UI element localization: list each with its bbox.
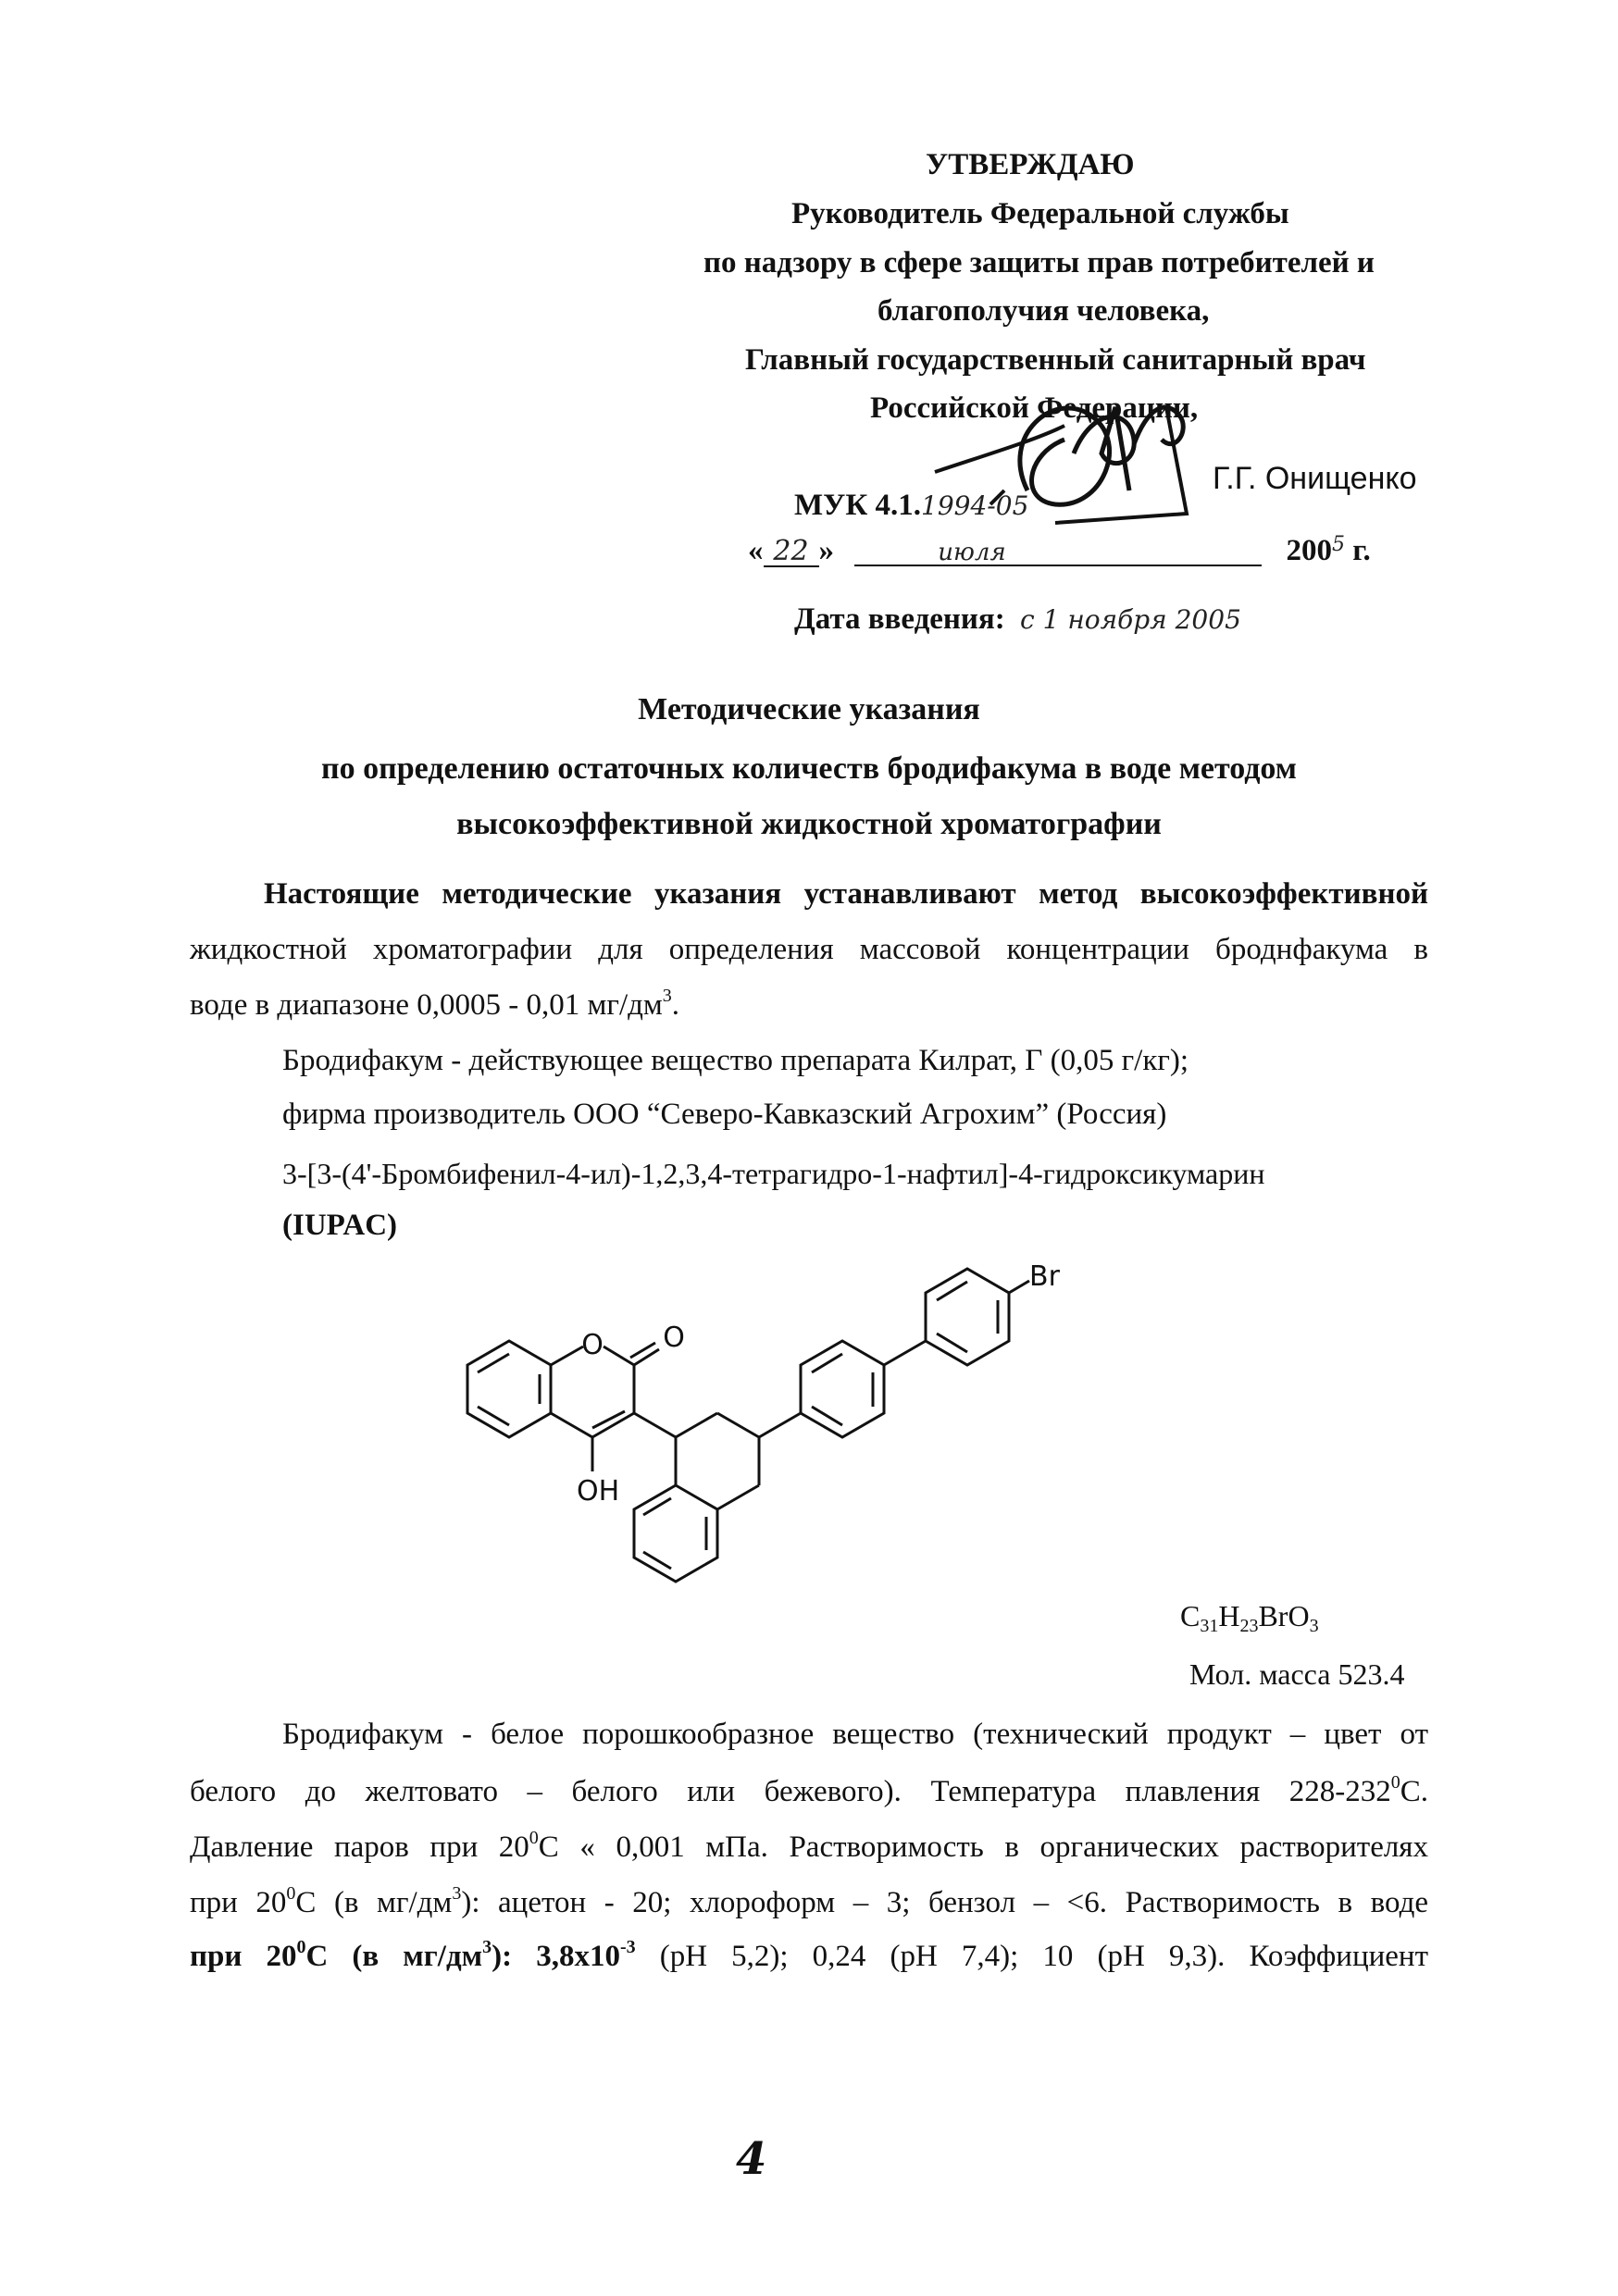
properties-line-1: Бродифакум - белое порошкообразное вещество (технический продукт – цвет от [282,1718,1428,1751]
approval-line-5: Российской Федерации, [870,391,1199,425]
muk-label: МУК 4.1. [794,489,922,522]
introduction-date [794,604,1241,635]
title-line-3: высокоэффективной жидкостной хроматографии [456,807,1162,841]
hydroxyl-label: OH [577,1475,620,1508]
properties-line-3 [190,1828,1428,1864]
properties-line-5-text: при 20 [190,1940,297,1973]
date-month: июля [854,540,1262,566]
formula-h: H [1218,1599,1240,1632]
properties-line-5-sup-1: 0 [296,1937,306,1957]
properties-line-5-end: (рН 5,2); 0,24 (рН 7,4); 10 (рН 9,3). Коэффициент [635,1940,1428,1973]
title-line-1: Методические указания [638,692,980,726]
date-year-suffix: г. [1352,534,1371,567]
molecular-formula [1180,1599,1319,1636]
signer-name: Г.Г. Онищенко [1213,461,1417,496]
properties-line-3-text: Давление паров при 20 [190,1831,529,1864]
formula-rest: BrO [1258,1599,1310,1632]
properties-line-5-mid-2: ): 3,8x10 [492,1940,620,1973]
intro-line-3-text: воде в диапазоне 0,0005 - 0,01 мг/дм [190,988,663,1022]
muk-number-handwritten: 1994-05 [921,490,1029,521]
properties-line-4 [190,1883,1428,1919]
molecular-mass: Мол. масса 523.4 [1189,1657,1405,1691]
formula-c: C [1180,1599,1201,1632]
properties-line-2-sup: 0 [1390,1772,1400,1793]
intro-line-2: жидкостной хроматографии для определения массовой концентрации броднфакума в [190,933,1428,966]
approval-line-2: по надзору в сфере защиты прав потребителей и [703,246,1375,279]
intro-line-1: Настоящие методические указания устанавливают метод высокоэффективной [264,877,1428,911]
date-close-quote: » [818,534,834,567]
date-year-handwritten: 5 [1332,533,1345,556]
properties-line-2-text: белого до желтовато – белого или бежевого). Температура плавления 228-232 [190,1775,1391,1808]
chemical-structure [407,1263,1074,1615]
introduction-date-handwritten: с 1 ноября 2005 [1020,604,1241,635]
approval-heading: УТВЕРЖДАЮ [926,148,1135,181]
formula-o-sub: 3 [1309,1616,1319,1636]
intro-line-3 [190,986,680,1022]
properties-line-5-mid-1: С (в мг/дм [305,1940,483,1973]
properties-line-5-sup-3: -3 [619,1937,636,1957]
date-open-quote: « [748,534,764,567]
formula-h-sub: 23 [1239,1616,1259,1636]
date-year: 200 [1286,534,1332,567]
properties-line-3-end: С « 0,001 мПа. Растворимость в органических растворителях [538,1831,1428,1864]
properties-line-4-sup-2: 3 [452,1883,462,1904]
approval-date [748,535,1410,567]
intro-line-5: фирма производитель ООО “Северо-Кавказский Агрохим” (Россия) [282,1098,1167,1131]
properties-line-5-sup-2: 3 [482,1937,492,1957]
carbonyl-oxygen-label: O [663,1322,685,1354]
approval-line-1: Руководитель Федеральной службы [791,197,1289,230]
bromine-label: Br [1029,1263,1060,1293]
intro-line-6: 3-[3-(4'-Бромбифенил-4-ил)-1,2,3,4-тетрагидро-1-нафтил]-4-гидроксикумарин [282,1157,1265,1190]
properties-line-4-text: при 20 [190,1886,287,1919]
formula-c-sub: 31 [1200,1616,1219,1636]
muk-number [794,490,1028,521]
properties-line-4-sup-1: 0 [286,1883,296,1904]
title-line-2: по определению остаточных количеств бродифакума в воде методом [321,751,1297,786]
properties-line-2-end: С. [1400,1775,1428,1808]
properties-line-5 [190,1937,1428,1973]
properties-line-2 [190,1772,1428,1808]
approval-line-3: благополучия человека, [877,294,1210,328]
properties-line-4-end: ): ацетон - 20; хлороформ – 3; бензол – <6. Растворимость в воде [461,1886,1428,1919]
properties-line-3-sup: 0 [529,1828,539,1848]
date-day: 22 [764,538,819,567]
properties-line-4-mid: С (в мг/дм [295,1886,453,1919]
approval-line-4: Главный государственный санитарный врач [745,343,1366,377]
intro-line-3-sup: 3 [662,986,672,1006]
intro-line-4: Бродифакум - действующее вещество препарата Килрат, Г (0,05 г/кг); [282,1044,1189,1077]
intro-line-3-end: . [671,988,680,1022]
introduction-date-label: Дата введения: [794,602,1005,636]
ring-oxygen-label: O [581,1329,604,1361]
intro-line-7: (IUPAC) [282,1209,398,1242]
page-number: 4 [736,2133,767,2185]
